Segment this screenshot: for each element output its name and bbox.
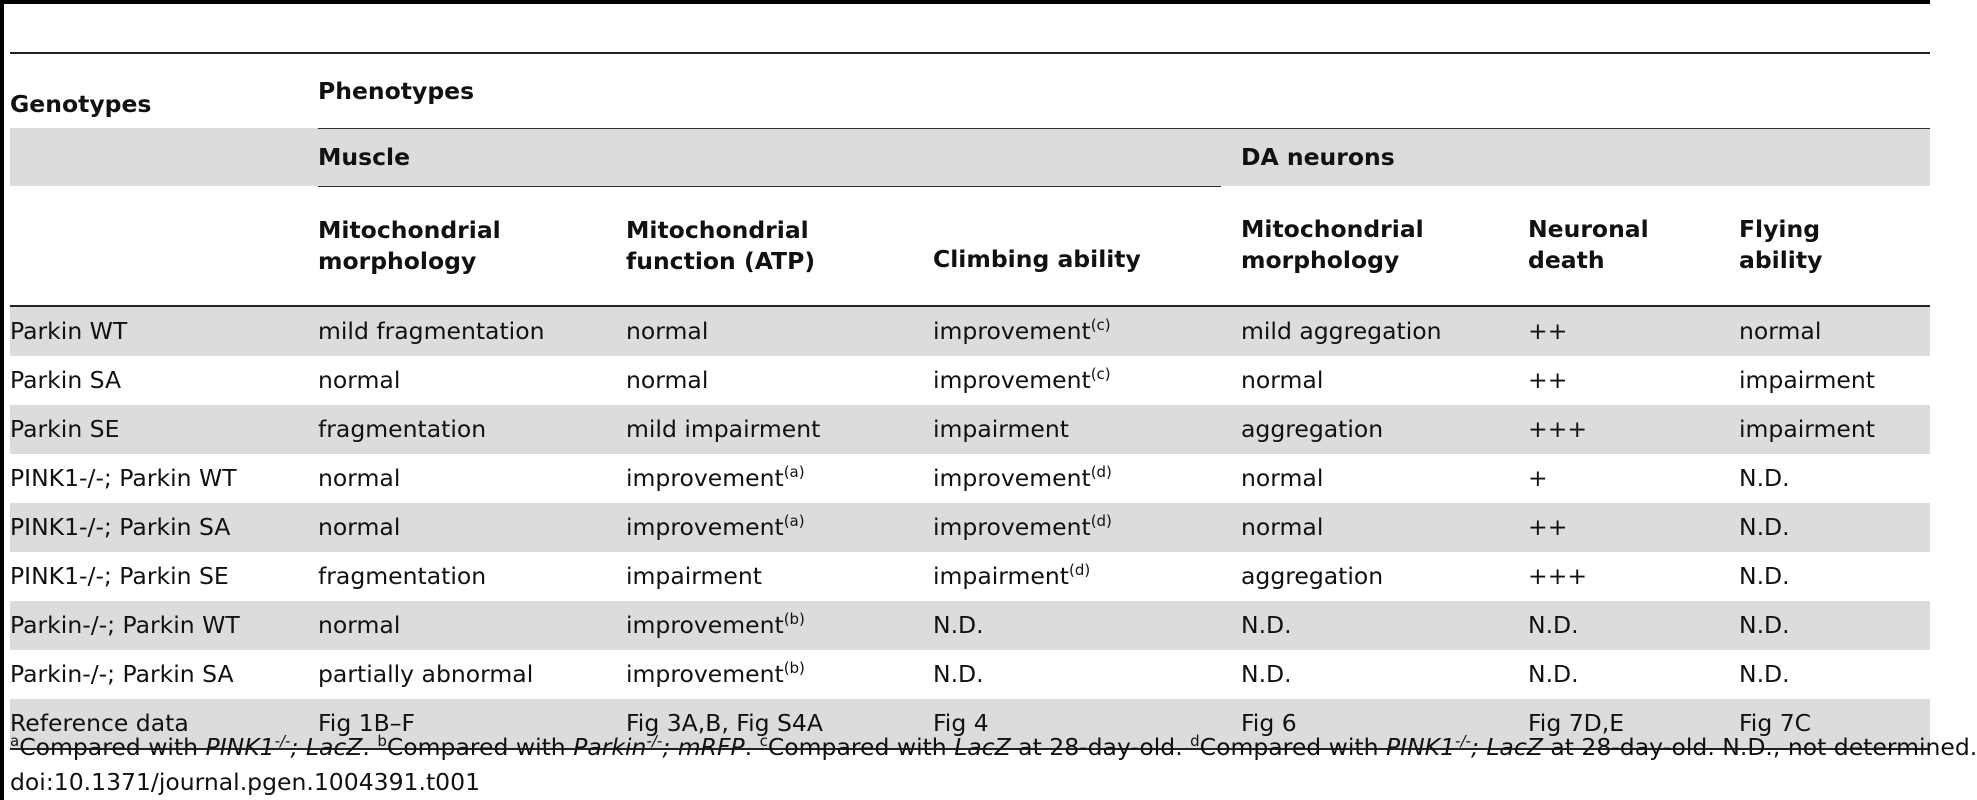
table-row	[10, 356, 1930, 405]
col-label-line1: Neuronal	[1528, 215, 1649, 244]
cell-text: Fig 3A,B, Fig S4A	[626, 708, 823, 737]
top-rule	[0, 0, 1930, 4]
mito-morph-da-cell	[1221, 503, 1528, 552]
mito-morph-da-cell	[1221, 650, 1528, 699]
col-label-line1: Climbing ability	[933, 245, 1141, 273]
footnote-gene: PINK1	[205, 733, 275, 761]
mito-function-cell	[626, 405, 933, 454]
footnote-text: Compared with	[386, 733, 574, 761]
mito-function-cell	[626, 503, 933, 552]
mito-morph-da-cell	[1221, 405, 1528, 454]
cell-text: PINK1-/-; Parkin SA	[10, 512, 231, 541]
cell-text: impairment	[933, 414, 1069, 443]
footnote-text: Compared with	[1199, 733, 1386, 761]
footnote-ref: (b)	[783, 658, 805, 677]
mito-morph-da-cell	[1221, 552, 1528, 601]
cell-text: PINK1-/-; Parkin WT	[10, 463, 237, 492]
cell-text: normal	[318, 512, 401, 541]
genotype-cell	[10, 601, 318, 650]
cell-text: Parkin WT	[10, 316, 128, 345]
footnote-gene: PINK1	[1386, 733, 1456, 761]
cell-text: Parkin SA	[10, 365, 122, 394]
mito-morph-muscle-cell	[318, 601, 626, 650]
cell-text: impairment	[1739, 414, 1875, 443]
cell-text: ++	[1528, 365, 1568, 394]
footnote-ref: (a)	[783, 462, 805, 481]
cell-text: N.D.	[1528, 659, 1579, 688]
cell-text: Parkin-/-; Parkin WT	[10, 610, 240, 639]
cell-text: ++	[1528, 316, 1568, 345]
cell-text: improvement	[626, 659, 784, 688]
genotype-cell	[10, 454, 318, 503]
mito-function-cell	[626, 601, 933, 650]
climbing-cell	[933, 405, 1221, 454]
cell-text: Fig 7D,E	[1528, 708, 1625, 737]
genotype-cell	[10, 650, 318, 699]
col-label-line1: Mitochondrial	[626, 215, 809, 244]
neuronal-death-cell	[1528, 650, 1739, 699]
col-label-line2: function (ATP)	[626, 246, 816, 275]
mito-morph-da-cell	[1221, 454, 1528, 503]
mito-morph-da-cell	[1221, 356, 1528, 405]
table-row	[10, 650, 1930, 699]
flying-cell	[1739, 650, 1930, 699]
climbing-cell	[933, 552, 1221, 601]
genotype-cell	[10, 503, 318, 552]
col-mito-morph-muscle	[318, 186, 626, 306]
cell-text: +++	[1528, 414, 1588, 443]
mito-morph-muscle-cell	[318, 650, 626, 699]
table-row	[10, 454, 1930, 503]
cell-text: N.D.	[933, 610, 984, 639]
climbing-cell	[933, 650, 1221, 699]
col-mito-function	[626, 186, 933, 306]
cell-text: improvement	[933, 463, 1091, 492]
col-label-line1: Mitochondrial	[1241, 215, 1424, 244]
mito-morph-muscle-cell	[318, 552, 626, 601]
table-row	[10, 503, 1930, 552]
cell-text: ++	[1528, 512, 1568, 541]
footnote-ref: (d)	[1090, 462, 1112, 481]
cell-text: N.D.	[1241, 659, 1292, 688]
cell-text: normal	[626, 316, 709, 345]
cell-text: mild fragmentation	[318, 316, 545, 345]
cell-text: mild impairment	[626, 414, 821, 443]
footnote-ref: (a)	[783, 511, 805, 530]
empty-cell	[10, 186, 318, 306]
col-label-line2: morphology	[318, 246, 477, 275]
mito-morph-muscle-cell	[318, 454, 626, 503]
mito-function-cell	[626, 306, 933, 356]
cell-text: normal	[318, 463, 401, 492]
climbing-cell	[933, 503, 1221, 552]
genotype-cell	[10, 356, 318, 405]
cell-text: Parkin SE	[10, 414, 120, 443]
genotype-cell	[10, 306, 318, 356]
footnote-text: Compared with	[767, 733, 955, 761]
cell-text: partially abnormal	[318, 659, 534, 688]
footnote-text: ;	[662, 733, 678, 761]
climbing-cell	[933, 454, 1221, 503]
footnote-mark-c: c	[759, 732, 768, 750]
col-label-line2: morphology	[1241, 246, 1400, 275]
climbing-cell	[933, 306, 1221, 356]
mito-function-cell	[626, 650, 933, 699]
cell-text: Fig 1B–F	[318, 708, 416, 737]
col-label-line1: Flying	[1739, 215, 1821, 244]
neuronal-death-cell	[1528, 552, 1739, 601]
flying-cell	[1739, 503, 1930, 552]
mito-morph-da-cell	[1221, 306, 1528, 356]
mito-morph-da-cell	[1221, 601, 1528, 650]
phenotypes-header: Phenotypes	[318, 53, 1930, 128]
genotype-cell	[10, 552, 318, 601]
cell-text: impairment	[1739, 365, 1875, 394]
footnote-sup: -/-	[646, 732, 663, 750]
cell-text: impairment	[626, 561, 762, 590]
cell-text: normal	[318, 610, 401, 639]
footnote-text: Compared with	[19, 733, 206, 761]
flying-cell	[1739, 552, 1930, 601]
cell-text: fragmentation	[318, 561, 487, 590]
footnote-mark-b: b	[377, 732, 387, 750]
cell-text: improvement	[626, 512, 784, 541]
mito-morph-muscle-cell	[318, 405, 626, 454]
footnote-sup: -/-	[1455, 732, 1471, 750]
doi-link[interactable]: doi:10.1371/journal.pgen.1004391.t001	[10, 768, 481, 796]
cell-text: Parkin-/-; Parkin SA	[10, 659, 234, 688]
neuronal-death-cell	[1528, 601, 1739, 650]
flying-cell	[1739, 306, 1930, 356]
table-row	[10, 552, 1930, 601]
cell-text: improvement	[933, 512, 1091, 541]
cell-text: normal	[318, 365, 401, 394]
genotype-cell	[10, 405, 318, 454]
da-neurons-group-header: DA neurons	[1221, 128, 1930, 186]
cell-text: normal	[1739, 316, 1822, 345]
cell-text: fragmentation	[318, 414, 487, 443]
neuronal-death-cell	[1528, 306, 1739, 356]
footnote-gene: LacZ	[954, 733, 1011, 761]
footnote-text: at 28-day-old. N.D., not determined.	[1542, 733, 1977, 761]
footnote-text: ;	[290, 733, 306, 761]
footnote-ref: (c)	[1090, 364, 1111, 383]
footnote-ref: (d)	[1090, 511, 1112, 530]
flying-cell	[1739, 356, 1930, 405]
mito-morph-muscle-cell	[318, 306, 626, 356]
footnote-text: .	[744, 733, 760, 761]
cell-text: aggregation	[1241, 561, 1384, 590]
cell-text: improvement	[626, 463, 784, 492]
cell-text: Fig 4	[933, 708, 989, 737]
cell-text: N.D.	[1241, 610, 1292, 639]
climbing-cell	[933, 601, 1221, 650]
footnote-gene: Parkin	[573, 733, 647, 761]
mito-function-cell	[626, 552, 933, 601]
cell-text: improvement	[933, 365, 1091, 394]
footnote-text: ;	[1470, 733, 1487, 761]
mito-morph-muscle-cell	[318, 356, 626, 405]
cell-text: N.D.	[1739, 659, 1790, 688]
table-row	[10, 306, 1930, 356]
neuronal-death-cell	[1528, 503, 1739, 552]
table-row	[10, 405, 1930, 454]
genotypes-header: Genotypes	[10, 53, 318, 128]
cell-text: Fig 7C	[1739, 708, 1812, 737]
footnote-ref: (b)	[783, 609, 805, 628]
footnote-mark-d: d	[1190, 732, 1200, 750]
cell-text: +++	[1528, 561, 1588, 590]
cell-text: PINK1-/-; Parkin SE	[10, 561, 229, 590]
col-label-line1: Mitochondrial	[318, 215, 501, 244]
col-neuronal-death	[1528, 186, 1739, 306]
mito-morph-muscle-cell	[318, 503, 626, 552]
climbing-cell	[933, 356, 1221, 405]
muscle-group-header: Muscle	[318, 128, 1221, 186]
footnote	[10, 732, 1977, 763]
footnote-text: at 28-day-old.	[1010, 733, 1191, 761]
cell-text: N.D.	[1528, 610, 1579, 639]
cell-text: aggregation	[1241, 414, 1384, 443]
cell-text: normal	[1241, 512, 1324, 541]
cell-text: N.D.	[1739, 610, 1790, 639]
footnote-gene: LacZ	[1486, 733, 1543, 761]
flying-cell	[1739, 601, 1930, 650]
cell-text: improvement	[933, 316, 1091, 345]
cell-text: improvement	[626, 610, 784, 639]
col-mito-morph-da	[1221, 186, 1528, 306]
phenotype-table	[10, 52, 1930, 750]
footnote-mark-a: a	[10, 732, 20, 750]
empty-cell	[10, 128, 318, 186]
cell-text: N.D.	[1739, 561, 1790, 590]
cell-text: normal	[1241, 463, 1324, 492]
col-label-line2: ability	[1739, 246, 1823, 275]
footnote-ref: (c)	[1090, 315, 1111, 334]
neuronal-death-cell	[1528, 405, 1739, 454]
mito-function-cell	[626, 356, 933, 405]
cell-text: N.D.	[1739, 512, 1790, 541]
footnote-sup: -/-	[274, 732, 291, 750]
left-rule	[0, 0, 4, 800]
mito-function-cell	[626, 454, 933, 503]
flying-cell	[1739, 454, 1930, 503]
flying-cell	[1739, 405, 1930, 454]
cell-text: Fig 6	[1241, 708, 1297, 737]
cell-text: N.D.	[1739, 463, 1790, 492]
cell-text: normal	[1241, 365, 1324, 394]
col-climbing	[933, 186, 1221, 306]
col-flying	[1739, 186, 1930, 306]
cell-text: normal	[626, 365, 709, 394]
footnote-gene: mRFP	[677, 733, 745, 761]
col-label-line2: death	[1528, 246, 1605, 275]
cell-text: N.D.	[933, 659, 984, 688]
neuronal-death-cell	[1528, 454, 1739, 503]
footnote-text: .	[362, 733, 378, 761]
neuronal-death-cell	[1528, 356, 1739, 405]
cell-text: mild aggregation	[1241, 316, 1442, 345]
cell-text: impairment	[933, 561, 1069, 590]
cell-text: Reference data	[10, 708, 189, 737]
footnote-gene: LacZ	[305, 733, 363, 761]
table-row	[10, 601, 1930, 650]
footnote-ref: (d)	[1068, 560, 1091, 579]
cell-text: +	[1528, 463, 1548, 492]
